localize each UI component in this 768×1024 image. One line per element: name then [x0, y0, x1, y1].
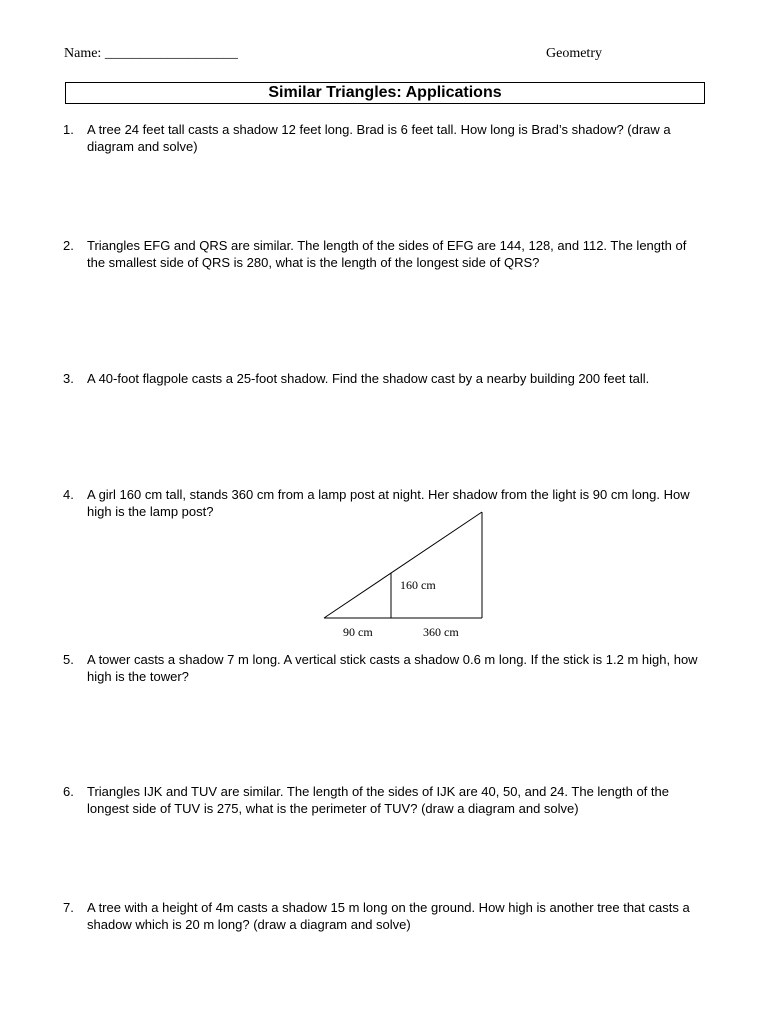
question-text: A tree with a height of 4m casts a shadow 15 m long on the ground. How high is another tree that casts a shadow which is 20 m long? (draw a diagram and solve)	[87, 900, 690, 932]
question-number: 5.	[63, 652, 74, 667]
question-3	[63, 370, 703, 387]
question-text: Triangles EFG and QRS are similar. The length of the sides of EFG are 144, 128, and 112. The length of the smallest side of QRS is 280, what is the length of the longest side of QRS?	[87, 238, 687, 270]
subject-label: Geometry	[546, 46, 602, 61]
question-text: A 40-foot flagpole casts a 25-foot shadow. Find the shadow cast by a nearby building 200 feet tall.	[87, 371, 650, 386]
question-text: Triangles IJK and TUV are similar. The length of the sides of IJK are 40, 50, and 24. The length of the longest side of TUV is 275, what is the perimeter of TUV? (draw a diagram and solve)	[87, 784, 669, 816]
question-5	[63, 651, 703, 685]
shadow-length-label: 90 cm	[343, 625, 373, 639]
question-1	[63, 121, 703, 155]
worksheet-title: Similar Triangles: Applications	[65, 82, 705, 104]
question-7	[63, 899, 703, 933]
question-number: 1.	[63, 122, 74, 137]
question-2	[63, 237, 703, 271]
distance-label: 360 cm	[423, 625, 459, 639]
question-number: 4.	[63, 487, 74, 502]
question-number: 6.	[63, 784, 74, 799]
girl-height-label: 160 cm	[400, 578, 436, 592]
question-text: A tree 24 feet tall casts a shadow 12 feet long. Brad is 6 feet tall. How long is Brad’s shadow? (draw a diagram and solve)	[87, 122, 671, 154]
question-text: A girl 160 cm tall, stands 360 cm from a lamp post at night. Her shadow from the light is 90 cm long. How high is the lamp post?	[87, 487, 690, 519]
light-ray-line	[324, 512, 482, 618]
lamp-post-diagram	[318, 506, 498, 642]
name-field-label: Name: ___________________	[64, 46, 238, 61]
question-number: 7.	[63, 900, 74, 915]
question-number: 2.	[63, 238, 74, 253]
question-number: 3.	[63, 371, 74, 386]
question-text: A tower casts a shadow 7 m long. A vertical stick casts a shadow 0.6 m long. If the stick is 1.2 m high, how high is the tower?	[87, 652, 698, 684]
question-6	[63, 783, 703, 817]
